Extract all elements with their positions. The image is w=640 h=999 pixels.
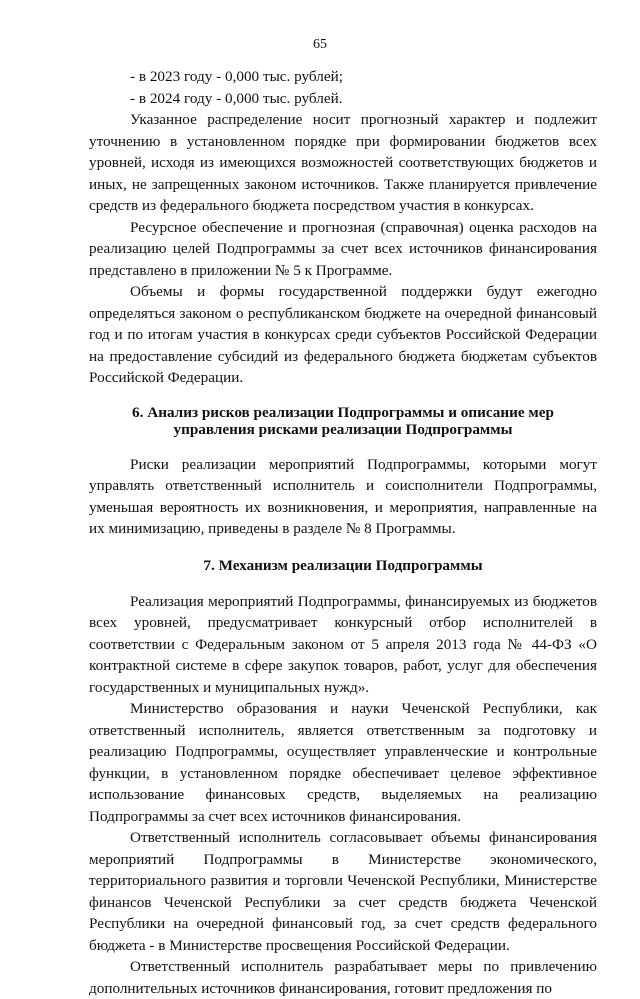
section-7-heading: 7. Механизм реализации Подпрограммы [203, 556, 483, 574]
spacer [89, 389, 597, 404]
paragraph-risks: Риски реализации мероприятий Подпрограммы, которыми могут управлять ответственный исполнитель и соисполнители Подпрограммы, уменьшая вероятность их возникновения, и мероприятия, направленные на их минимизацию, приведены в разделе № 8 Программы. [89, 455, 597, 537]
section-6-heading-line-1: 6. Анализ рисков реализации Подпрограммы и описание мер [132, 403, 554, 421]
paragraph-additional-sources: Ответственный исполнитель разрабатывает меры по привлечению дополнительных источников финансирования, готовит предложения по [89, 958, 597, 997]
spacer [89, 540, 597, 557]
spacer [89, 574, 597, 591]
spacer [89, 438, 597, 454]
paragraph-ministry: Министерство образования и науки Чеченской Республики, как ответственный исполнитель, является ответственным за подготовку и реализацию Подпрограммы, осуществляет управленческие и контрольные функции, в установленном порядке обеспечивает целевое эффективное использование финансовых средств, выделяемых на реализацию Подпрограммы за счет всех источников финансирования. [89, 700, 597, 825]
paragraph-state-support: Объемы и формы государственной поддержки будут ежегодно определяться законом о республиканском бюджете на очередной финансовый год и по итогам участия в конкурсах среди субъектов Российской Федерации на предоставление субсидий из федерального бюджета бюджетам субъектов Российской Федерации. [89, 283, 597, 386]
paragraph-procurement: Реализация мероприятий Подпрограммы, финансируемых из бюджетов всех уровней, предусматривает конкурсный отбор исполнителей в соответствии с Федеральным законом от 5 апреля 2013 года № 44-ФЗ «О контрактной системе в сфере закупок товаров, работ, услуг для обеспечения государственных и муниципальных нужд». [89, 592, 597, 696]
paragraph-resource-support: Ресурсное обеспечение и прогнозная (справочная) оценка расходов на реализацию целей Подпрограммы за счет всех источников финансирования представлено в приложении № 5 к Программе. [89, 218, 597, 279]
list-item-2024: - в 2024 году - 0,000 тыс. рублей. [130, 89, 343, 107]
paragraph-distribution: Указанное распределение носит прогнозный характер и подлежит уточнению в установленном порядке при формировании бюджетов всех уровней, исходя из имеющихся возможностей соответствующих бюджетов и иных, не запрещенных законом источников. Также планируется привлечение средств из федерального бюджета посредством участия в конкурсах. [89, 111, 597, 214]
section-6-heading-line-2: управления рисками реализации Подпрограммы [173, 420, 513, 438]
document-body [89, 66, 597, 999]
paragraph-coordination: Ответственный исполнитель согласовывает объемы финансирования мероприятий Подпрограммы в Министерстве экономического, территориального развития и торговли Чеченской Республики, Министерстве финансов Чеченской Республики за счет средств бюджета Чеченской Республики на очередной финансовый год, за счет средств федерального бюджета - в Министерстве просвещения Российской Федерации. [89, 829, 597, 954]
list-item-2023: - в 2023 году - 0,000 тыс. рублей; [130, 68, 343, 85]
page-number: 65 [313, 37, 327, 52]
